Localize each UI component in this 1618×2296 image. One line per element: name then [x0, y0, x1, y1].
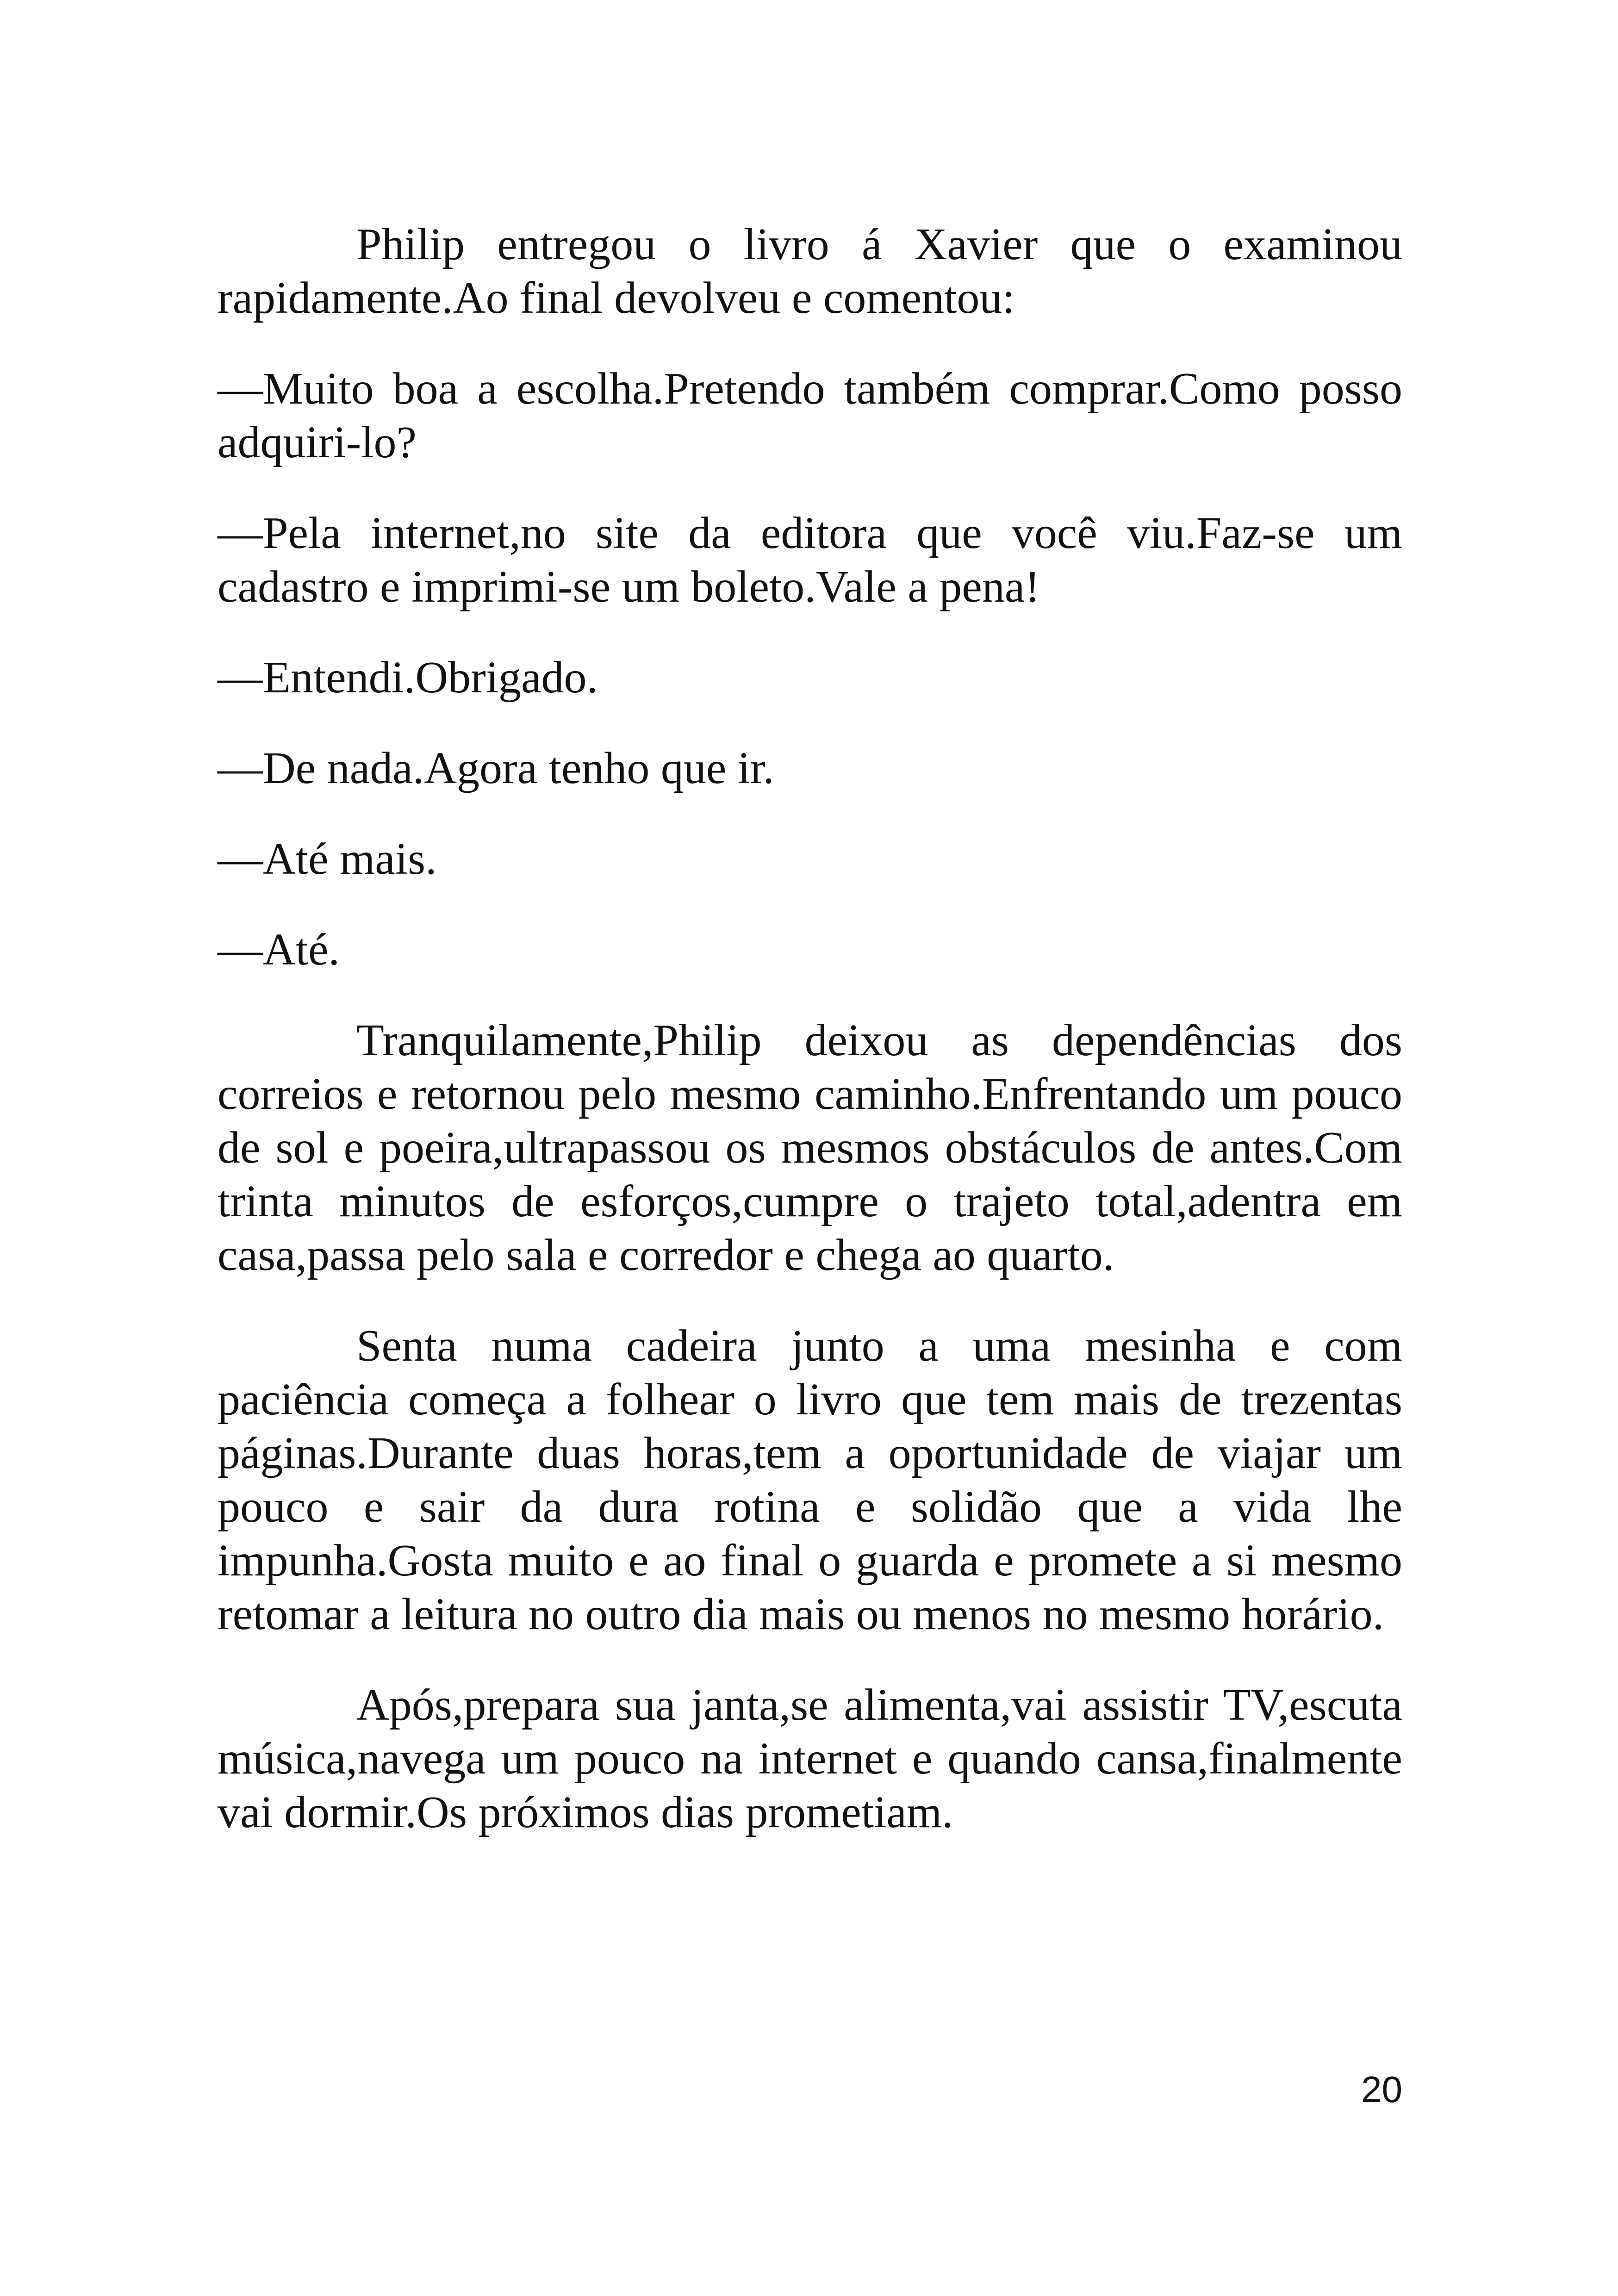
dialogue-line-1: —Muito boa a escolha.Pretendo também comprar.Como posso adquiri-lo?: [218, 364, 1402, 467]
paragraph-4: Após,prepara sua janta,se alimenta,vai assistir TV,escuta música,navega um pouco na internet e quando cansa,finalmente vai dormir.Os próximos dias prometiam.: [218, 1680, 1402, 1837]
paragraph-1: Philip entregou o livro á Xavier que o examinou rapidamente.Ao final devolveu e comentou:: [218, 219, 1402, 323]
dialogue-line-4: —De nada.Agora tenho que ir.: [218, 743, 774, 793]
dialogue-line-5: —Até mais.: [218, 834, 437, 884]
body-text: [218, 218, 1402, 1876]
page-number: 20: [1361, 2069, 1402, 2110]
paragraph-2: Tranquilamente,Philip deixou as dependências dos correios e retornou pelo mesmo caminho.Enfrentando um pouco de sol e poeira,ultrapassou os mesmos obstáculos de antes.Com trinta minutos de esforços,cumpre o trajeto total,adentra em casa,passa pelo sala e corredor e chega ao quarto.: [218, 1015, 1402, 1280]
dialogue-line-6: —Até.: [218, 925, 340, 975]
dialogue-line-3: —Entendi.Obrigado.: [218, 653, 598, 703]
paragraph-3: Senta numa cadeira junto a uma mesinha e com paciência começa a folhear o livro que tem mais de trezentas páginas.Durante duas horas,tem a oportunidade de viajar um pouco e sair da dura rotina e solidão que a vida lhe impunha.Gosta muito e ao final o guarda e promete a si mesmo retomar a leitura no outro dia mais ou menos no mesmo horário.: [218, 1321, 1402, 1639]
dialogue-line-2: —Pela internet,no site da editora que você viu.Faz-se um cadastro e imprimi-se um boleto.Vale a pena!: [218, 508, 1402, 612]
